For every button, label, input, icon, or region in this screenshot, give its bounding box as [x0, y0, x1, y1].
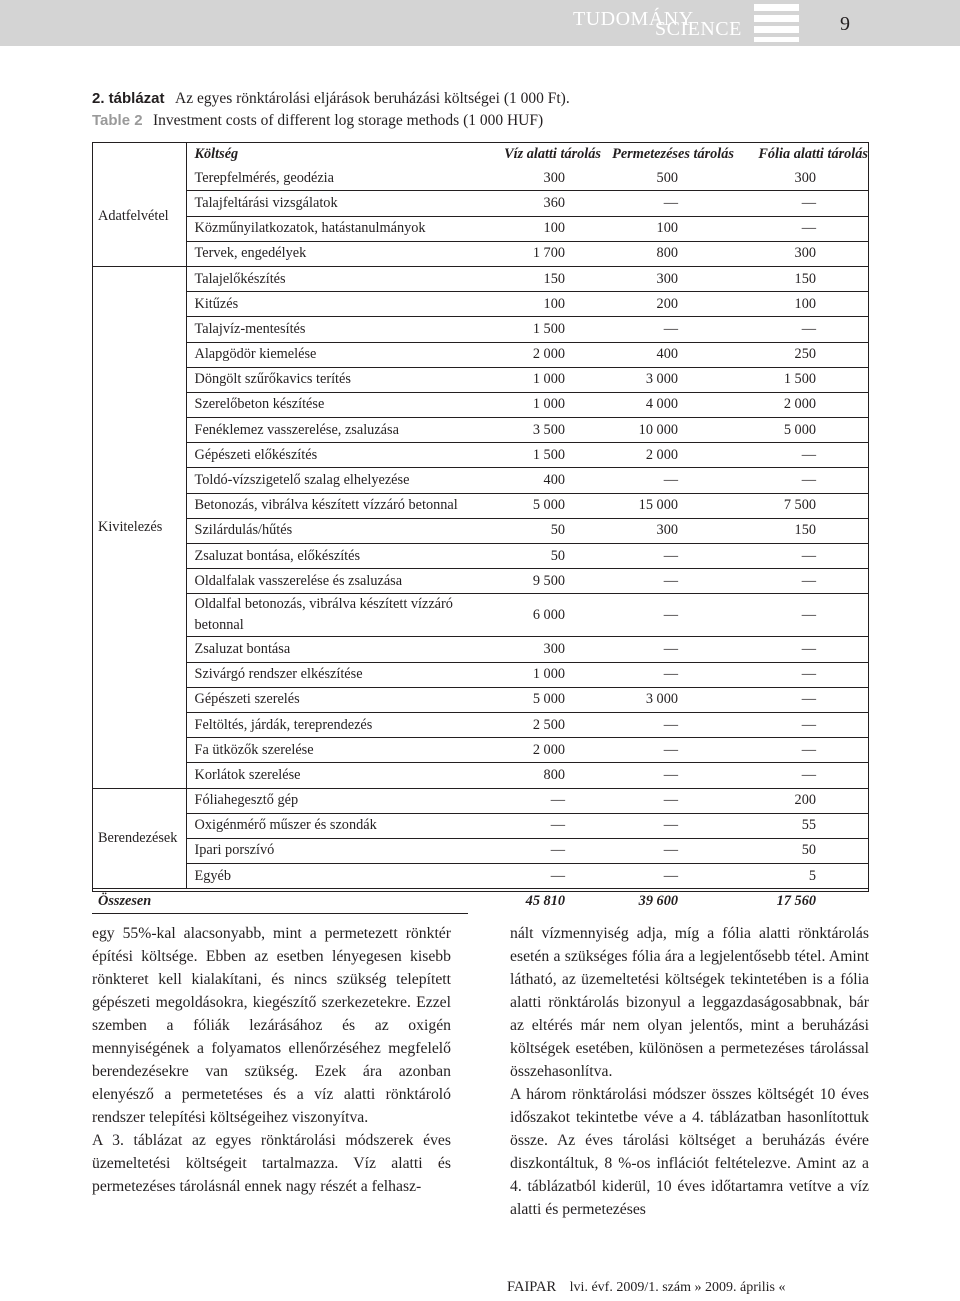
cost-value: — [601, 712, 734, 737]
category-label: Kivitelezés [92, 266, 186, 788]
cost-value: — [734, 712, 868, 737]
cost-value: 150 [468, 266, 601, 291]
cost-item: Korlátok szerelése [186, 763, 468, 788]
table-row [92, 864, 868, 889]
cost-item: Zsaluzat bontása, előkészítés [186, 544, 468, 569]
cost-value: 3 500 [468, 418, 601, 443]
cost-value: 15 000 [601, 493, 734, 518]
magazine-section-title: TUDOMÁNY [573, 8, 694, 30]
cost-value: 300 [734, 166, 868, 191]
paragraph: egy 55%-kal alacsonyabb, mint a permetezett rönktér építési költsége. Ebben az esetben lényegesen kisebb rönkteret kell kialakítani, és nincs szükség telepített gépészeti megoldásokra, kiegészítő szerkezetekre. Ezzel szemben a fóliák lezárásához és az oxigén mennyiségének a folyamatos ellenőrzéséhez megfelelő berendezésekre van szükség. Ezek ára azonban elenyésző a permetetéses és a víz alatti rönktároló rendszer telepítési költségeihez viszonyítva. [92, 925, 451, 1126]
cost-value: 1 000 [468, 662, 601, 687]
cost-item: Betonozás, vibrálva készített vízzáró betonnal [186, 493, 468, 518]
page-footer [507, 1279, 785, 1296]
cost-item: Oxigénmérő műszer és szondák [186, 813, 468, 838]
total-value: 39 600 [638, 893, 678, 910]
cost-value: — [601, 468, 734, 493]
cost-value: — [601, 191, 734, 216]
table-label-en: Table 2 [92, 112, 143, 129]
cost-value: 500 [601, 166, 734, 191]
cost-item: Egyéb [186, 864, 468, 889]
cost-value: — [601, 594, 734, 637]
cost-value: 300 [601, 518, 734, 543]
cost-value: 3 000 [601, 687, 734, 712]
cost-item: Gépészeti szerelés [186, 687, 468, 712]
cost-value: 300 [601, 266, 734, 291]
cost-value: 100 [601, 216, 734, 241]
table-row [92, 544, 868, 569]
cost-value: 9 500 [468, 569, 601, 594]
table-row [92, 292, 868, 317]
table-row [92, 317, 868, 342]
column-header: Víz alatti tárolás [504, 145, 601, 162]
table-row [92, 493, 868, 518]
table-row [92, 443, 868, 468]
table-row [92, 468, 868, 493]
table-row [92, 418, 868, 443]
cost-value: — [734, 594, 868, 637]
cost-value: — [601, 317, 734, 342]
table-row [92, 518, 868, 543]
cost-value: 400 [601, 342, 734, 367]
cost-value: — [734, 738, 868, 763]
table-row [92, 266, 868, 291]
column-header: Fólia alatti tárolás [758, 145, 868, 162]
cost-item: Toldó-vízszigetelő szalag elhelyezése [186, 468, 468, 493]
investment-costs-table [92, 142, 868, 914]
cost-value: 50 [734, 838, 868, 863]
paragraph: nált vízmennyiség adja, míg a fólia alatti rönktárolás esetén a szükséges fólia ára a legjelentősebb tétel. Amint látható, az üzemeltetési költségek tekintetében is a fólia alatti rönktárolás bizonyul a leggazdaságosabbnak, bár az eltérés már nem olyan jelentős, mint a beruházási költségek esetében, különösen a permetezéses tárolással összehasonlítva. [510, 925, 869, 1080]
body-column-right [510, 922, 869, 1221]
cost-value: — [734, 662, 868, 687]
cost-value: — [601, 738, 734, 763]
cost-value: 300 [734, 241, 868, 266]
cost-value: 2 000 [601, 443, 734, 468]
table-row [92, 738, 868, 763]
cost-value: 100 [468, 216, 601, 241]
cost-value: 300 [468, 637, 601, 662]
cost-item: Alapgödör kiemelése [186, 342, 468, 367]
cost-value: — [734, 687, 868, 712]
cost-value: 50 [468, 544, 601, 569]
cost-value: 100 [468, 292, 601, 317]
category-cell-empty [92, 142, 186, 166]
journal-issue: lvi. évf. 2009/1. szám [569, 1280, 691, 1295]
cost-value: 2 500 [468, 712, 601, 737]
table-row [92, 216, 868, 241]
table-row [92, 662, 868, 687]
cost-item: Szivárgó rendszer elkészítése [186, 662, 468, 687]
cost-value: 400 [468, 468, 601, 493]
table-header-row [92, 142, 868, 166]
cost-item: Oldalfal betonozás, vibrálva készített vízzáró betonnal [186, 594, 468, 637]
table-row [92, 763, 868, 788]
cost-item: Gépészeti előkészítés [186, 443, 468, 468]
cost-item: Talajfeltárási vizsgálatok [186, 191, 468, 216]
cost-value: 800 [601, 241, 734, 266]
cost-value: 3 000 [601, 367, 734, 392]
magazine-section-subtitle: SCIENCE [655, 18, 742, 40]
cost-item: Ipari porszívó [186, 838, 468, 863]
cost-value: 5 [734, 864, 868, 889]
cost-value: — [601, 763, 734, 788]
cost-item: Szerelőbeton készítése [186, 392, 468, 417]
cost-item: Oldalfalak vasszerelése és zsaluzása [186, 569, 468, 594]
cost-value: 4 000 [601, 392, 734, 417]
cost-item: Feltöltés, járdák, tereprendezés [186, 712, 468, 737]
cost-value: — [734, 443, 868, 468]
journal-date: » 2009. április « [694, 1280, 786, 1295]
cost-value: 1 000 [468, 392, 601, 417]
cost-value: 50 [468, 518, 601, 543]
cost-value: 2 000 [734, 392, 868, 417]
category-label: Berendezések [92, 788, 186, 889]
cost-value: — [734, 544, 868, 569]
cost-value: 5 000 [468, 493, 601, 518]
paragraph: A három rönktárolási módszer összes költségét 10 éves időszakot tekintetbe véve a 4. táblázatban hasonlítottuk össze. Az éves tárolási költséget a beruházás évére diszkontáltuk, 8 %-os inflációt feltételezve. Amint az a 4. táblázatból kiderül, 10 éves időtartamra vetítve a víz alatti és permetezéses [510, 1086, 869, 1218]
paragraph: A 3. táblázat az egyes rönktárolási módszerek éves üzemeltetési költségeit tartalmazza. Víz alatti és permetezéses tárolásnál ennek nagy részét a felhasz- [92, 1132, 451, 1195]
cost-item: Szilárdulás/hűtés [186, 518, 468, 543]
cost-value: — [734, 191, 868, 216]
cost-value: — [601, 813, 734, 838]
cost-item: Terepfelmérés, geodézia [186, 166, 468, 191]
cost-value: 1 500 [468, 443, 601, 468]
cost-value: — [601, 662, 734, 687]
cost-value: — [468, 813, 601, 838]
table-row [92, 392, 868, 417]
cost-value: — [734, 216, 868, 241]
table-row [92, 838, 868, 863]
cost-value: — [601, 544, 734, 569]
column-header: Permetezéses tárolás [612, 145, 734, 162]
cost-value: 1 500 [734, 367, 868, 392]
cost-value: 150 [734, 266, 868, 291]
cost-item: Fenéklemez vasszerelése, zsaluzása [186, 418, 468, 443]
cost-value: 6 000 [468, 594, 601, 637]
cost-value: — [734, 637, 868, 662]
table-title-en: Investment costs of different log storage methods (1 000 HUF) [153, 112, 544, 129]
table-row [92, 166, 868, 191]
cost-item: Kitűzés [186, 292, 468, 317]
total-value: 17 560 [776, 893, 816, 910]
cost-value: 200 [734, 788, 868, 813]
cost-value: 1 000 [468, 367, 601, 392]
cost-value: 10 000 [601, 418, 734, 443]
table-row [92, 637, 868, 662]
table-label-hu: 2. táblázat [92, 90, 165, 107]
cost-value: — [734, 763, 868, 788]
cost-value: 55 [734, 813, 868, 838]
cost-item: Talajvíz-mentesítés [186, 317, 468, 342]
header-bar [0, 0, 960, 46]
table-row [92, 687, 868, 712]
cost-value: — [734, 468, 868, 493]
cost-value: 100 [734, 292, 868, 317]
cost-value: — [601, 788, 734, 813]
total-row [92, 889, 868, 914]
table-row [92, 367, 868, 392]
page-number: 9 [840, 13, 850, 35]
cost-value: — [734, 317, 868, 342]
cost-value: — [601, 864, 734, 889]
body-column-left [92, 922, 451, 1198]
cost-value: 800 [468, 763, 601, 788]
table-row [92, 594, 868, 637]
cost-value: 2 000 [468, 738, 601, 763]
cost-item: Közműnyilatkozatok, hatástanulmányok [186, 216, 468, 241]
table-row [92, 191, 868, 216]
cost-value: — [601, 637, 734, 662]
cost-value: 360 [468, 191, 601, 216]
cost-value: — [468, 864, 601, 889]
table-row [92, 241, 868, 266]
journal-name: FAIPAR [507, 1279, 557, 1295]
cost-item: Döngölt szűrőkavics terítés [186, 367, 468, 392]
cost-value: — [601, 569, 734, 594]
cost-value: — [601, 838, 734, 863]
cost-value: 150 [734, 518, 868, 543]
column-header: Költség [194, 145, 239, 162]
cost-value: — [734, 569, 868, 594]
cost-item: Tervek, engedélyek [186, 241, 468, 266]
cost-value: 5 000 [734, 418, 868, 443]
cost-value: 1 500 [468, 317, 601, 342]
cost-value: 2 000 [468, 342, 601, 367]
table-row [92, 813, 868, 838]
cost-value: — [468, 838, 601, 863]
cost-value: 5 000 [468, 687, 601, 712]
cost-value: — [468, 788, 601, 813]
table-row [92, 712, 868, 737]
table-row [92, 342, 868, 367]
cost-value: 300 [468, 166, 601, 191]
cost-item: Talajelőkészítés [186, 266, 468, 291]
total-value: 45 810 [525, 893, 565, 910]
cost-value: 200 [601, 292, 734, 317]
cost-value: 7 500 [734, 493, 868, 518]
cost-item: Fóliahegesztő gép [186, 788, 468, 813]
table-row [92, 569, 868, 594]
cost-item: Zsaluzat bontása [186, 637, 468, 662]
total-label: Összesen [92, 889, 468, 914]
table-row [92, 788, 868, 813]
table-title-hu: Az egyes rönktárolási eljárások beruházási költségei (1 000 Ft). [175, 90, 570, 107]
cost-value: 1 700 [468, 241, 601, 266]
cost-value: 250 [734, 342, 868, 367]
cost-item: Fa ütközők szerelése [186, 738, 468, 763]
category-label: Adatfelvétel [92, 166, 186, 266]
